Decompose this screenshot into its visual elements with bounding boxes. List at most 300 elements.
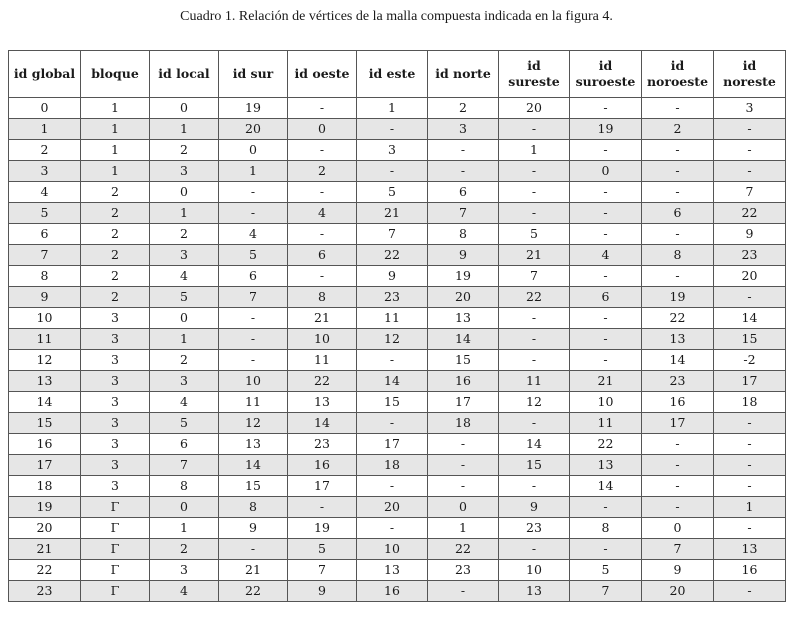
table-cell: 20 [499,98,570,119]
column-header [642,51,714,98]
table-cell: 3 [81,434,150,455]
column-header [288,51,357,98]
table-cell: - [288,98,357,119]
table-cell: 1 [81,140,150,161]
table-cell: 17 [714,371,786,392]
table-cell: 9 [288,581,357,602]
table-cell: - [499,350,570,371]
table-cell: - [714,119,786,140]
table-row [9,161,786,182]
table-cell: 2 [428,98,499,119]
table-cell: 1 [219,161,288,182]
table-cell: - [714,455,786,476]
table-cell: 5 [150,287,219,308]
table-cell: 16 [9,434,81,455]
table-cell: 22 [219,581,288,602]
table-row [9,560,786,581]
table-cell: 2 [150,224,219,245]
table-cell: - [357,161,428,182]
table-cell: 12 [357,329,428,350]
table-cell: - [357,518,428,539]
table-cell: 5 [9,203,81,224]
table-cell: - [714,161,786,182]
table-row [9,329,786,350]
column-header-text: noroeste [646,74,709,89]
table-cell: 20 [714,266,786,287]
table-cell: 15 [428,350,499,371]
table-row [9,392,786,413]
column-header-text: sureste [508,74,560,89]
table-row [9,98,786,119]
table-cell: 8 [428,224,499,245]
table-cell: 0 [150,182,219,203]
table-cell: - [642,476,714,497]
table-cell: 1 [81,161,150,182]
table-cell: 19 [428,266,499,287]
table-cell: 18 [9,476,81,497]
table-cell: 11 [288,350,357,371]
table-cell: 10 [9,308,81,329]
table-cell: - [642,161,714,182]
table-row [9,581,786,602]
table-cell: 19 [288,518,357,539]
table-cell: 21 [219,560,288,581]
table-row [9,266,786,287]
table-cell: 10 [288,329,357,350]
table-cell: - [642,182,714,203]
table-cell: - [570,497,642,518]
table-cell: - [499,308,570,329]
table-cell: 18 [357,455,428,476]
table-row [9,455,786,476]
table-cell: 3 [357,140,428,161]
column-header [428,51,499,98]
table-cell: 8 [642,245,714,266]
table-cell: - [428,161,499,182]
table-cell: 7 [219,287,288,308]
table-cell: - [288,497,357,518]
table-cell: 9 [642,560,714,581]
column-header [81,51,150,98]
table-cell: - [642,98,714,119]
table-cell: - [499,203,570,224]
table-cell: - [219,539,288,560]
table-cell: 14 [642,350,714,371]
table-cell: 2 [150,350,219,371]
table-cell: 3 [714,98,786,119]
table-cell: - [570,329,642,350]
table-cell: 22 [642,308,714,329]
table-cell: 4 [150,581,219,602]
column-header [499,51,570,98]
table-cell: 1 [499,140,570,161]
table-cell: - [288,224,357,245]
table-caption: Cuadro 1. Relación de vértices de la malla compuesta indicada en la figura 4. [180,9,613,24]
table-cell: 7 [357,224,428,245]
table-cell: 4 [9,182,81,203]
table-row [9,224,786,245]
table-body [9,98,786,602]
table-cell: 3 [81,455,150,476]
table-cell: 22 [9,560,81,581]
table-cell: 5 [288,539,357,560]
table-cell: 4 [570,245,642,266]
column-header-text: bloque [91,66,139,81]
table-cell: 6 [642,203,714,224]
column-header [150,51,219,98]
table-cell: 21 [499,245,570,266]
table-cell: 8 [288,287,357,308]
table-cell: - [642,455,714,476]
table-cell: 7 [714,182,786,203]
table-cell: 3 [81,413,150,434]
table-cell: 14 [219,455,288,476]
table-cell: Γ [81,560,150,581]
table-cell: 8 [219,497,288,518]
table-cell: 17 [357,434,428,455]
table-cell: 15 [714,329,786,350]
table-cell: 22 [499,287,570,308]
table-cell: - [499,413,570,434]
table-cell: 1 [150,119,219,140]
table-cell: - [219,182,288,203]
column-header-text: noreste [723,74,776,89]
table-cell: 2 [288,161,357,182]
table-cell: - [642,266,714,287]
table-cell: - [570,224,642,245]
table-cell: 15 [357,392,428,413]
table-cell: - [570,350,642,371]
table-cell: 4 [150,392,219,413]
table-cell: 15 [9,413,81,434]
table-cell: 2 [81,203,150,224]
table-cell: - [219,329,288,350]
table-cell: 23 [642,371,714,392]
table-cell: 0 [642,518,714,539]
table-cell: 20 [357,497,428,518]
table-cell: 21 [570,371,642,392]
table-cell: 20 [642,581,714,602]
table-cell: - [428,476,499,497]
table-cell: 9 [428,245,499,266]
table-cell: - [428,581,499,602]
table-cell: 4 [150,266,219,287]
table-cell: - [642,497,714,518]
table-cell: 23 [288,434,357,455]
table-cell: - [288,266,357,287]
table-cell: - [642,434,714,455]
table-cell: 19 [9,497,81,518]
table-cell: 7 [288,560,357,581]
table-cell: 3 [81,476,150,497]
table-cell: - [357,350,428,371]
column-header-text: id sur [232,66,274,81]
table-cell: 23 [499,518,570,539]
table-cell: 11 [219,392,288,413]
table-cell: - [570,308,642,329]
table-cell: 20 [219,119,288,140]
table-cell: 7 [642,539,714,560]
table-cell: 16 [288,455,357,476]
table-cell: 3 [150,371,219,392]
table-cell: 13 [428,308,499,329]
table-row [9,182,786,203]
table-cell: 2 [9,140,81,161]
table-cell: 17 [428,392,499,413]
table-cell: 14 [288,413,357,434]
table-cell: - [570,266,642,287]
column-header-text: id local [158,66,210,81]
table-cell: 15 [499,455,570,476]
table-cell: 12 [499,392,570,413]
table-cell: -2 [714,350,786,371]
table-cell: 7 [9,245,81,266]
column-header-text: id este [368,66,416,81]
table-cell: 3 [81,329,150,350]
table-cell: 14 [714,308,786,329]
table-cell: 13 [570,455,642,476]
table-cell: 19 [642,287,714,308]
table-cell: 13 [288,392,357,413]
table-cell: 0 [428,497,499,518]
table-cell: 8 [570,518,642,539]
table-cell: 0 [570,161,642,182]
table-cell: 19 [219,98,288,119]
table-cell: - [714,140,786,161]
table-cell: 0 [288,119,357,140]
column-header-text: id global [13,66,76,81]
table-cell: 6 [288,245,357,266]
table-cell: 3 [9,161,81,182]
table-cell: 2 [81,224,150,245]
table-cell: 13 [642,329,714,350]
table-cell: 11 [570,413,642,434]
table-row [9,245,786,266]
table-cell: Γ [81,581,150,602]
table-cell: 10 [570,392,642,413]
table-cell: 13 [219,434,288,455]
table-row [9,308,786,329]
table-cell: 9 [357,266,428,287]
table-cell: - [499,476,570,497]
table-cell: 2 [642,119,714,140]
table-cell: 7 [150,455,219,476]
table-cell: 6 [219,266,288,287]
table-cell: 22 [357,245,428,266]
table-cell: 23 [428,560,499,581]
table-cell: 13 [357,560,428,581]
table-cell: 18 [714,392,786,413]
table-cell: 6 [570,287,642,308]
table-cell: 10 [357,539,428,560]
table-row [9,119,786,140]
table-cell: - [714,434,786,455]
table-cell: 2 [81,182,150,203]
table-cell: - [499,329,570,350]
table-cell: - [570,98,642,119]
table-cell: 3 [81,308,150,329]
table-cell: 2 [150,539,219,560]
table-cell: 22 [288,371,357,392]
table-cell: 3 [81,350,150,371]
table-cell: 9 [219,518,288,539]
table-cell: 16 [428,371,499,392]
table-cell: 9 [714,224,786,245]
table-cell: - [219,308,288,329]
table-cell: 11 [499,371,570,392]
table-cell: 0 [219,140,288,161]
table-cell: - [714,581,786,602]
table-cell: - [499,161,570,182]
table-cell: - [714,476,786,497]
table-cell: - [570,539,642,560]
table-cell: 7 [428,203,499,224]
table-cell: 12 [9,350,81,371]
column-header-text: id [742,58,757,73]
table-cell: - [288,140,357,161]
table-cell: 1 [357,98,428,119]
table-cell: 5 [150,413,219,434]
table-cell: 16 [714,560,786,581]
column-header-text: id oeste [294,66,350,81]
table-row [9,434,786,455]
table-row [9,140,786,161]
table-cell: 4 [288,203,357,224]
table-cell: 3 [150,161,219,182]
table-header [9,51,786,98]
table-cell: 14 [357,371,428,392]
table-cell: 5 [499,224,570,245]
table-cell: 2 [81,287,150,308]
table-cell: 6 [9,224,81,245]
table-row [9,203,786,224]
table-cell: 7 [570,581,642,602]
table-cell: 8 [150,476,219,497]
table-cell: 3 [150,560,219,581]
table-row [9,413,786,434]
table-cell: 22 [428,539,499,560]
table-cell: - [714,413,786,434]
column-header [570,51,642,98]
table-cell: - [357,476,428,497]
table-cell: 2 [81,245,150,266]
table-cell: 1 [81,98,150,119]
table-row [9,350,786,371]
table-cell: - [428,434,499,455]
table-cell: 21 [288,308,357,329]
table-cell: 23 [9,581,81,602]
table-row [9,287,786,308]
table-cell: 3 [150,245,219,266]
column-header-text: id [598,58,613,73]
table-cell: - [219,203,288,224]
table-cell: Γ [81,539,150,560]
table-cell: 9 [499,497,570,518]
table-cell: - [499,119,570,140]
table-cell: - [570,182,642,203]
table-cell: 5 [219,245,288,266]
table-cell: - [428,140,499,161]
table-cell: 3 [428,119,499,140]
table-cell: 3 [81,392,150,413]
table-cell: - [714,287,786,308]
column-header [219,51,288,98]
table-cell: 17 [9,455,81,476]
table-cell: 10 [219,371,288,392]
table-cell: - [642,140,714,161]
table-cell: 11 [357,308,428,329]
table-cell: 18 [428,413,499,434]
table-cell: 6 [428,182,499,203]
table-row [9,476,786,497]
table-cell: 11 [9,329,81,350]
table-cell: 1 [150,518,219,539]
table-cell: 6 [150,434,219,455]
table-cell: 9 [9,287,81,308]
table-cell: 22 [570,434,642,455]
table-cell: 20 [9,518,81,539]
column-header-text: id [527,58,541,73]
table-cell: - [219,350,288,371]
table-cell: 2 [150,140,219,161]
table-cell: 23 [714,245,786,266]
table-cell: - [288,182,357,203]
table-row [9,371,786,392]
table-cell: Γ [81,518,150,539]
table-cell: 2 [81,266,150,287]
table-cell: 5 [357,182,428,203]
table-cell: 3 [81,371,150,392]
table-cell: 15 [219,476,288,497]
column-header [9,51,81,98]
table-row [9,497,786,518]
table-cell: 0 [150,497,219,518]
table-cell: 14 [499,434,570,455]
table-cell: 1 [428,518,499,539]
table-cell: 10 [499,560,570,581]
header-row [9,51,786,98]
table-cell: 16 [642,392,714,413]
table-cell: 20 [428,287,499,308]
table-cell: 0 [150,308,219,329]
table-cell: 14 [428,329,499,350]
table-cell: 8 [9,266,81,287]
table-cell: - [499,182,570,203]
column-header [714,51,786,98]
table-cell: 16 [357,581,428,602]
table-cell: 22 [714,203,786,224]
table-cell: Γ [81,497,150,518]
table-cell: 17 [642,413,714,434]
table-cell: - [499,539,570,560]
column-header-text: id [670,58,685,73]
table-cell: 0 [150,98,219,119]
table-cell: 0 [9,98,81,119]
table-cell: 14 [570,476,642,497]
column-header [357,51,428,98]
vertex-table [8,50,786,602]
table-cell: 5 [570,560,642,581]
table-cell: 1 [714,497,786,518]
table-cell: - [714,518,786,539]
table-cell: 12 [219,413,288,434]
table-cell: 4 [219,224,288,245]
table-cell: 17 [288,476,357,497]
column-header-text: suroeste [575,74,636,89]
column-header-text: id norte [435,66,491,81]
table-cell: - [642,224,714,245]
table-cell: 1 [150,329,219,350]
